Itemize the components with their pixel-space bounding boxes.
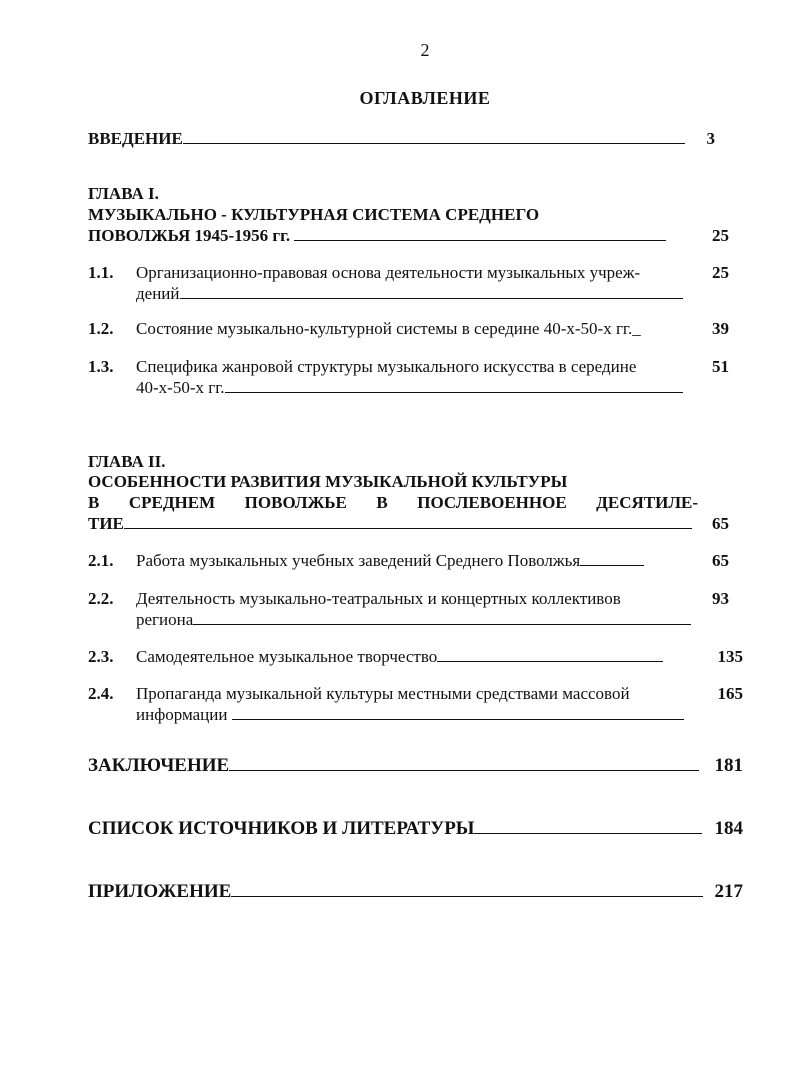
toc-title: ОГЛАВЛЕНИЕ (359, 88, 491, 108)
section-number: 2.4. (88, 684, 114, 703)
section-title-line1: Состояние музыкально-культурной системы в середине 40-х-50-х гг._ (136, 319, 641, 338)
leader-line (231, 882, 703, 897)
toc-entry-chapter2[interactable] (88, 513, 743, 534)
chapter1-page: 25 (712, 226, 729, 245)
chapter1-title-line1: МУЗЫКАЛЬНО - КУЛЬТУРНАЯ СИСТЕМА СРЕДНЕГО (88, 205, 540, 224)
chapter2-title-line1: ОСОБЕННОСТИ РАЗВИТИЯ МУЗЫКАЛЬНОЙ КУЛЬТУРЫ (88, 472, 568, 491)
leader-line (437, 647, 663, 662)
toc-entry-chapter1[interactable] (88, 225, 743, 246)
toc-entry-sources-label: СПИСОК ИСТОЧНИКОВ И ЛИТЕРАТУРЫ (88, 818, 475, 839)
toc-entry-conclusion[interactable] (88, 755, 743, 776)
leader-line (474, 819, 702, 834)
leader-line (180, 284, 683, 299)
section-page: 135 (717, 647, 743, 666)
section-number: 2.3. (88, 647, 114, 666)
section-title-line2: региона (136, 610, 194, 629)
leader-line (225, 378, 683, 393)
chapter2-heading: ГЛАВА II. (88, 452, 166, 471)
section-page: 65 (712, 551, 729, 570)
leader-line (183, 129, 685, 144)
toc-entry-conclusion-label: ЗАКЛЮЧЕНИЕ (88, 755, 230, 776)
section-title-line1: Самодеятельное музыкальное творчество (136, 647, 438, 666)
toc-entry-sources[interactable] (88, 818, 743, 839)
chapter2-title-line2: В СРЕДНЕМ ПОВОЛЖЬЕ В ПОСЛЕВОЕННОЕ ДЕСЯТИЛЕ- (88, 493, 698, 512)
toc-entry-appendix-label: ПРИЛОЖЕНИЕ (88, 881, 232, 902)
toc-entry-appendix[interactable] (88, 881, 743, 902)
leader-line (193, 610, 691, 625)
chapter1-title-line2: ПОВОЛЖЬЯ 1945-1956 гг. (88, 226, 291, 245)
section-number: 2.1. (88, 551, 114, 570)
section-title-line1: Организационно-правовая основа деятельности музыкальных учреж- (136, 263, 641, 282)
leader-line (124, 514, 692, 529)
section-title-line1: Пропаганда музыкальной культуры местными средствами массовой (136, 684, 630, 703)
section-title-line2: 40-х-50-х гг. (136, 378, 225, 397)
section-number: 1.3. (88, 357, 114, 376)
toc-entry-intro[interactable] (88, 128, 743, 149)
section-page: 25 (712, 263, 729, 282)
section-title-line2: дений (136, 284, 180, 303)
toc-entry-sources-page: 184 (714, 818, 743, 839)
toc-entry-appendix-page: 217 (714, 881, 743, 902)
section-title-line1: Специфика жанровой структуры музыкального искусства в середине (136, 357, 637, 376)
leader-line (229, 756, 699, 771)
page-number: 2 (420, 40, 430, 60)
section-page: 51 (712, 357, 729, 376)
toc-entry-intro-page: 3 (706, 129, 715, 148)
leader-line (232, 705, 684, 720)
section-number: 1.2. (88, 319, 114, 338)
section-title-line1: Деятельность музыкально-театральных и концертных коллективов (136, 589, 621, 608)
section-page: 93 (712, 589, 729, 608)
section-title-line1: Работа музыкальных учебных заведений Среднего Поволжья (136, 551, 581, 570)
section-page: 39 (712, 319, 729, 338)
toc-entry-conclusion-page: 181 (714, 755, 743, 776)
section-title-line2: информации (136, 705, 228, 724)
chapter1-heading: ГЛАВА I. (88, 184, 159, 203)
section-number: 2.2. (88, 589, 114, 608)
leader-line (294, 226, 666, 241)
leader-line (580, 551, 644, 566)
chapter2-title-line3: ТИЕ (88, 514, 124, 533)
chapter2-page: 65 (712, 514, 729, 533)
section-page: 165 (717, 684, 743, 703)
section-number: 1.1. (88, 263, 114, 282)
toc-entry-intro-label: ВВЕДЕНИЕ (88, 129, 183, 148)
